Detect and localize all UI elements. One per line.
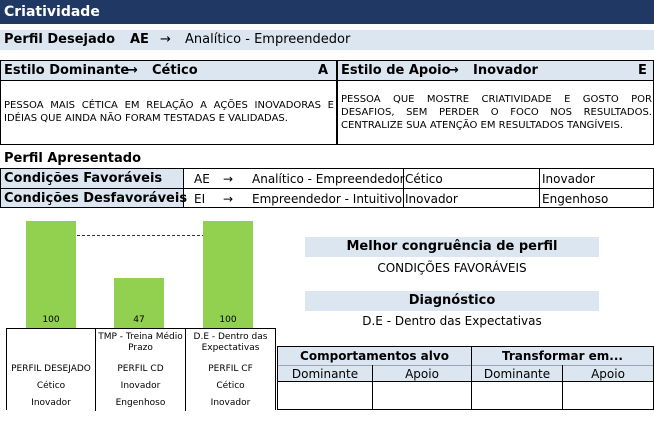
cond-fav-dom: Cético — [405, 172, 443, 186]
estilo-apoio-label: Estilo de Apoio — [341, 63, 451, 78]
diagnostico-value: D.E - Dentro das Expectativas — [362, 314, 542, 328]
row-divider — [278, 381, 653, 382]
cond-desfav-arrow: → — [223, 192, 234, 206]
comportamentos-dominante: Dominante — [291, 367, 359, 381]
perfil-desejado-code: AE — [130, 32, 149, 47]
cond-desfav-dom: Inovador — [405, 192, 458, 206]
cond-desfav-profile: Empreendedor - Intuitivo — [252, 192, 403, 206]
comportamentos-alvo-label: Comportamentos alvo — [300, 349, 449, 363]
chart-col-apoio: Engenhoso — [115, 398, 166, 408]
estilo-apoio-value: Inovador — [473, 63, 538, 78]
estilo-dominante-arrow: → — [127, 63, 138, 78]
comportamentos-apoio: Apoio — [405, 367, 439, 381]
perfil-apresentado-table — [0, 168, 654, 208]
bar-value-label: 100 — [42, 315, 60, 325]
col-divider — [539, 169, 540, 207]
chart-col-name: PERFIL CD — [117, 364, 164, 374]
chart-col-dom: Cético — [36, 381, 66, 391]
estilo-apoio-letter: E — [638, 63, 647, 78]
estilo-apoio-box — [337, 60, 654, 145]
comportamentos-table — [277, 346, 654, 410]
perfil-desejado-label: Perfil Desejado — [4, 32, 116, 47]
perfil-apresentado-label: Perfil Apresentado — [4, 151, 142, 166]
bar-perfil-cd — [114, 278, 164, 328]
estilo-apoio-arrow: → — [448, 63, 459, 78]
chart-col-name: PERFIL CF — [208, 364, 253, 374]
cond-fav-code: AE — [194, 172, 210, 186]
chart-col-dom: Inovador — [120, 381, 161, 391]
chart-col-top: D.E - Dentro das Expectativas — [193, 332, 268, 353]
page-title: Criatividade — [0, 0, 654, 24]
bar-perfil-desejado — [26, 221, 76, 328]
melhor-congruencia-label: Melhor congruência de perfil — [305, 237, 599, 257]
row-divider — [278, 365, 653, 366]
transformar-dominante: Dominante — [483, 367, 551, 381]
cond-desfav-code: EI — [194, 192, 206, 206]
melhor-congruencia-value: CONDIÇÕES FAVORÁVEIS — [377, 261, 527, 275]
estilo-dominante-letter: A — [318, 63, 329, 78]
transformar-em-label: Transformar em... — [502, 349, 623, 363]
bar-perfil-cf — [203, 221, 253, 328]
estilo-dominante-value: Cético — [152, 63, 198, 78]
chart-col-name: PERFIL DESEJADO — [11, 364, 91, 374]
cond-fav-profile: Analítico - Empreendedor — [252, 172, 405, 186]
cond-fav-arrow: → — [223, 172, 234, 186]
transformar-apoio: Apoio — [591, 367, 625, 381]
bar-value-label: 100 — [219, 315, 237, 325]
estilo-dominante-text: PESSOA MAIS CÉTICA EM RELAÇÃO A AÇÕES INOVADORAS E IDÉIAS QUE AINDA NÃO FORAM TESTADAS E VALIDADAS. — [4, 100, 334, 124]
chart-col-dom: Cético — [216, 381, 245, 391]
profile-chart — [6, 216, 276, 416]
chart-col-apoio: Inovador — [210, 398, 251, 408]
estilo-apoio-text: PESSOA QUE MOSTRE CRIATIVIDADE E GOSTO POR DESAFIOS, SEM PERDER O FOCO NOS RESULTADOS. CENTRALIZE SUA ATENÇÃO EM RESULTADOS TANGÍVEIS. — [341, 94, 652, 131]
cond-desfav-label: Condições Desfavoráveis — [4, 191, 188, 206]
chart-label-box — [6, 328, 276, 410]
diagnostico-label: Diagnóstico — [305, 291, 599, 311]
cond-fav-apoio: Inovador — [542, 172, 595, 186]
perfil-desejado-value: Analítico - Empreendedor — [185, 32, 351, 47]
cond-desfav-apoio: Engenhoso — [542, 192, 609, 206]
perfil-desejado-arrow: → — [160, 32, 171, 47]
chart-col-top: TMP - Treina Médio Prazo — [98, 332, 183, 353]
cond-fav-label: Condições Favoráveis — [4, 171, 163, 186]
bar-value-label: 47 — [133, 315, 145, 325]
estilo-dominante-label: Estilo Dominante — [4, 63, 130, 78]
chart-col-apoio: Inovador — [31, 398, 71, 408]
estilo-dominante-box — [0, 60, 337, 145]
